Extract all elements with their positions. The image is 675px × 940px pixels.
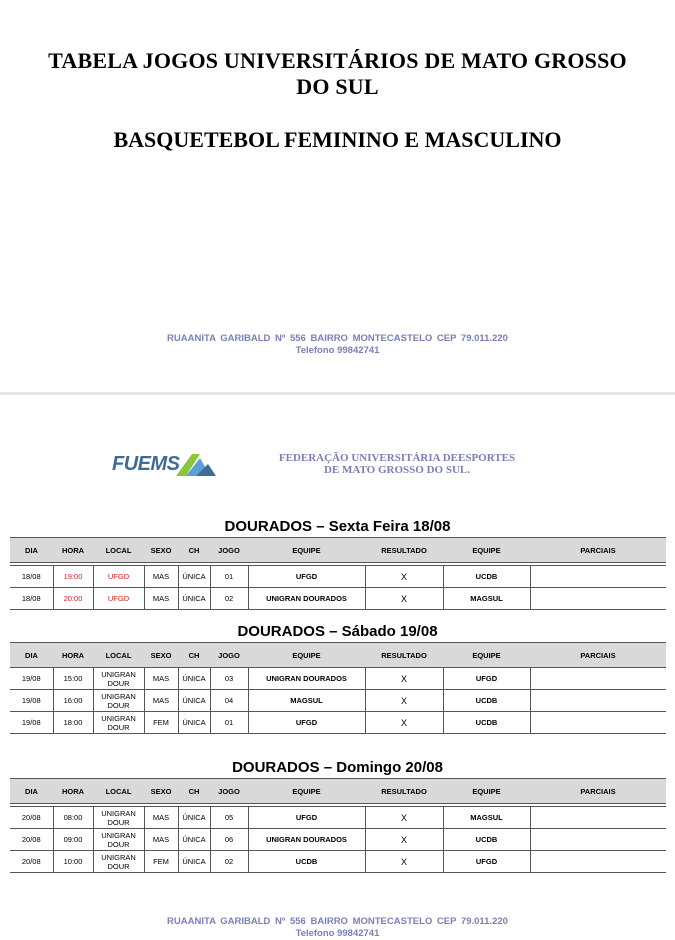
- cell-dia: 19/08: [10, 668, 53, 690]
- cell-resultado: X: [365, 566, 443, 588]
- cell-hora: 19:00: [53, 566, 93, 588]
- col-local: LOCAL: [93, 779, 144, 804]
- section-title-friday: DOURADOS – Sexta Feira 18/08: [224, 518, 451, 535]
- footer-address: RUAANITA GARIBALD Nº 556 BAIRRO MONTECASTELO CEP 79.011.220: [167, 333, 508, 344]
- col-jogo: JOGO: [210, 779, 248, 804]
- footer-address: RUAANITA GARIBALD Nº 556 BAIRRO MONTECASTELO CEP 79.011.220: [167, 916, 508, 927]
- col-ch: CH: [178, 538, 210, 563]
- games-table-sunday: [10, 778, 666, 873]
- section-title-sunday: DOURADOS – Domingo 20/08: [232, 759, 443, 776]
- cell-dia: 18/08: [10, 566, 53, 588]
- col-sexo: SEXO: [144, 538, 178, 563]
- cell-ch: ÚNICA: [178, 807, 210, 829]
- table-header-row: [10, 779, 666, 804]
- cell-hora: 10:00: [53, 851, 93, 873]
- cell-local: UNIGRAN DOUR: [93, 668, 144, 690]
- cell-hora: 15:00: [53, 668, 93, 690]
- col-dia: DIA: [10, 643, 53, 668]
- table-header-row: [10, 643, 666, 668]
- cell-ch: ÚNICA: [178, 668, 210, 690]
- table-row: [10, 690, 666, 712]
- cell-equipe2: UCDB: [443, 712, 530, 734]
- document-subtitle: BASQUETEBOL FEMININO E MASCULINO: [113, 127, 562, 152]
- footer-phone: Telefono 99842741: [295, 345, 380, 356]
- cell-equipe1: MAGSUL: [248, 690, 365, 712]
- page-separator: [0, 392, 675, 395]
- cell-jogo: 02: [210, 851, 248, 873]
- col-parciais: PARCIAIS: [530, 643, 666, 668]
- cell-equipe1: UFGD: [248, 807, 365, 829]
- cell-jogo: 05: [210, 807, 248, 829]
- col-sexo: SEXO: [144, 643, 178, 668]
- logo-swoosh-icon: [170, 450, 216, 480]
- cell-dia: 19/08: [10, 690, 53, 712]
- cell-ch: ÚNICA: [178, 712, 210, 734]
- page1-footer: [0, 333, 675, 357]
- col-hora: HORA: [53, 643, 93, 668]
- cell-sexo: MAS: [144, 829, 178, 851]
- cell-parciais: [530, 588, 666, 610]
- cell-resultado: X: [365, 851, 443, 873]
- cell-resultado: X: [365, 690, 443, 712]
- cell-parciais: [530, 566, 666, 588]
- cell-ch: ÚNICA: [178, 829, 210, 851]
- col-hora: HORA: [53, 538, 93, 563]
- cell-parciais: [530, 829, 666, 851]
- cell-sexo: MAS: [144, 690, 178, 712]
- table-row: [10, 588, 666, 610]
- col-dia: DIA: [10, 538, 53, 563]
- cell-resultado: X: [365, 829, 443, 851]
- table-row: [10, 668, 666, 690]
- cell-jogo: 03: [210, 668, 248, 690]
- cell-dia: 20/08: [10, 807, 53, 829]
- col-equipe1: EQUIPE: [248, 779, 365, 804]
- cell-equipe2: MAGSUL: [443, 807, 530, 829]
- col-equipe2: EQUIPE: [443, 779, 530, 804]
- cell-equipe1: UFGD: [248, 712, 365, 734]
- table-row: [10, 712, 666, 734]
- cell-equipe1: UNIGRAN DOURADOS: [248, 829, 365, 851]
- col-ch: CH: [178, 779, 210, 804]
- cell-equipe2: UCDB: [443, 566, 530, 588]
- cell-equipe2: UCDB: [443, 829, 530, 851]
- table-row: [10, 851, 666, 873]
- cell-sexo: MAS: [144, 807, 178, 829]
- col-equipe2: EQUIPE: [443, 643, 530, 668]
- document-title-line1: TABELA JOGOS UNIVERSITÁRIOS DE MATO GROSSO: [48, 48, 627, 73]
- document-title: [20, 48, 655, 100]
- cell-equipe1: UNIGRAN DOURADOS: [248, 668, 365, 690]
- cell-resultado: X: [365, 588, 443, 610]
- cell-sexo: FEM: [144, 712, 178, 734]
- cell-local: UNIGRAN DOUR: [93, 690, 144, 712]
- cell-equipe1: UFGD: [248, 566, 365, 588]
- document-title-line2: DO SUL: [296, 74, 379, 99]
- logo-text: FUEMS: [112, 453, 180, 475]
- cell-ch: ÚNICA: [178, 690, 210, 712]
- cell-sexo: MAS: [144, 566, 178, 588]
- cell-local: UNIGRAN DOUR: [93, 712, 144, 734]
- footer-phone: Telefono 99842741: [295, 928, 380, 939]
- page2-footer: [0, 916, 675, 940]
- col-ch: CH: [178, 643, 210, 668]
- col-local: LOCAL: [93, 538, 144, 563]
- games-table-saturday: [10, 642, 666, 734]
- cell-jogo: 04: [210, 690, 248, 712]
- cell-hora: 18:00: [53, 712, 93, 734]
- table-row: [10, 807, 666, 829]
- section-title-saturday: DOURADOS – Sábado 19/08: [237, 623, 438, 640]
- table-row: [10, 829, 666, 851]
- cell-equipe2: UFGD: [443, 851, 530, 873]
- cell-ch: ÚNICA: [178, 851, 210, 873]
- cell-dia: 20/08: [10, 829, 53, 851]
- col-parciais: PARCIAIS: [530, 779, 666, 804]
- cell-equipe2: UCDB: [443, 690, 530, 712]
- col-dia: DIA: [10, 779, 53, 804]
- cell-local: UFGD: [93, 588, 144, 610]
- cell-ch: ÚNICA: [178, 566, 210, 588]
- cell-parciais: [530, 690, 666, 712]
- cell-local: UNIGRAN DOUR: [93, 829, 144, 851]
- cell-hora: 20:00: [53, 588, 93, 610]
- games-table-friday: [10, 537, 666, 610]
- cell-jogo: 02: [210, 588, 248, 610]
- federation-name: [262, 452, 532, 476]
- cell-dia: 19/08: [10, 712, 53, 734]
- cell-equipe1: UNIGRAN DOURADOS: [248, 588, 365, 610]
- cell-hora: 09:00: [53, 829, 93, 851]
- federation-line1: FEDERAÇÃO UNIVERSITÁRIA DEESPORTES: [278, 452, 516, 464]
- cell-resultado: X: [365, 807, 443, 829]
- cell-local: UNIGRAN DOUR: [93, 807, 144, 829]
- cell-parciais: [530, 668, 666, 690]
- col-jogo: JOGO: [210, 643, 248, 668]
- table-row: [10, 566, 666, 588]
- cell-parciais: [530, 712, 666, 734]
- col-equipe1: EQUIPE: [248, 643, 365, 668]
- col-resultado: RESULTADO: [365, 538, 443, 563]
- cell-equipe2: UFGD: [443, 668, 530, 690]
- cell-sexo: FEM: [144, 851, 178, 873]
- cell-jogo: 01: [210, 566, 248, 588]
- cell-equipe2: MAGSUL: [443, 588, 530, 610]
- cell-parciais: [530, 807, 666, 829]
- col-local: LOCAL: [93, 643, 144, 668]
- federation-line2: DE MATO GROSSO DO SUL.: [324, 464, 470, 476]
- col-resultado: RESULTADO: [365, 643, 443, 668]
- cell-local: UNIGRAN DOUR: [93, 851, 144, 873]
- col-equipe2: EQUIPE: [443, 538, 530, 563]
- cell-jogo: 01: [210, 712, 248, 734]
- cell-resultado: X: [365, 668, 443, 690]
- col-hora: HORA: [53, 779, 93, 804]
- cell-dia: 18/08: [10, 588, 53, 610]
- col-equipe1: EQUIPE: [248, 538, 365, 563]
- cell-ch: ÚNICA: [178, 588, 210, 610]
- col-parciais: PARCIAIS: [530, 538, 666, 563]
- cell-dia: 20/08: [10, 851, 53, 873]
- cell-equipe1: UCDB: [248, 851, 365, 873]
- cell-sexo: MAS: [144, 588, 178, 610]
- cell-local: UFGD: [93, 566, 144, 588]
- col-resultado: RESULTADO: [365, 779, 443, 804]
- cell-jogo: 06: [210, 829, 248, 851]
- table-header-row: [10, 538, 666, 563]
- cell-sexo: MAS: [144, 668, 178, 690]
- cell-hora: 16:00: [53, 690, 93, 712]
- cell-resultado: X: [365, 712, 443, 734]
- col-sexo: SEXO: [144, 779, 178, 804]
- cell-hora: 08:00: [53, 807, 93, 829]
- col-jogo: JOGO: [210, 538, 248, 563]
- fuems-logo: [112, 450, 216, 480]
- cell-parciais: [530, 851, 666, 873]
